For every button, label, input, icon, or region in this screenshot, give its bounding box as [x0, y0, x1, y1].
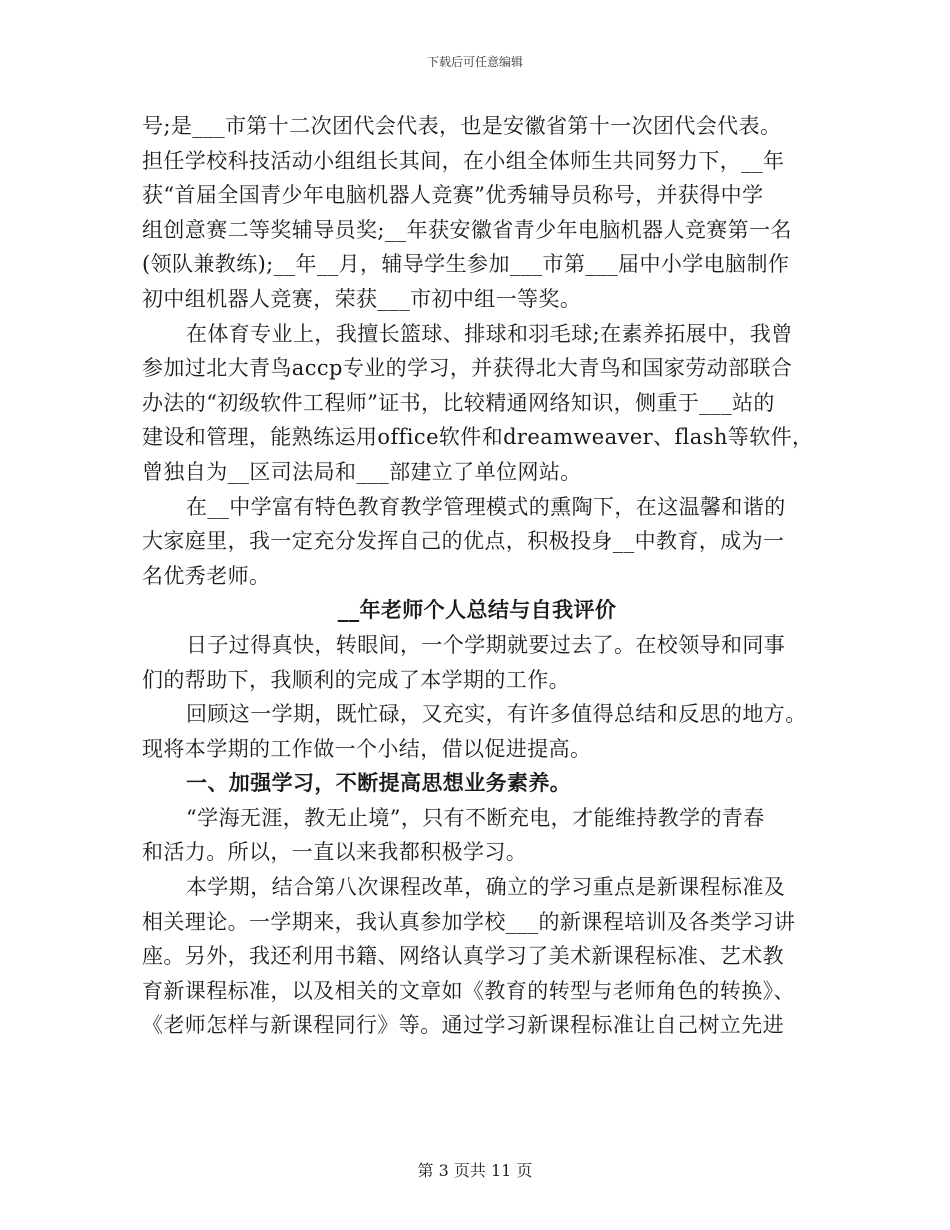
body-text-line: 们的帮助下，我顺利的完成了本学期的工作。	[142, 667, 570, 692]
page-footer: 第 3 页共 11 页	[417, 1161, 533, 1180]
body-text-line: 《老师怎样与新课程同行》等。通过学习新课程标准让自己树立先进	[142, 1013, 784, 1038]
document-body	[142, 109, 812, 1043]
body-text-line: 参加过北大青鸟accp专业的学习，并获得北大青鸟和国家劳动部联合	[142, 356, 793, 381]
body-text-line: 获“首届全国青少年电脑机器人竞赛”优秀辅导员称号，并获得中学	[142, 183, 764, 208]
body-text-line: 育新课程标准，以及相关的文章如《教育的转型与老师角色的转换》、	[142, 978, 795, 1003]
body-text-line: 现将本学期的工作做一个小结，借以促进提高。	[142, 736, 592, 761]
body-text-line: 初中组机器人竞赛，荣获___市初中组一等奖。	[142, 286, 582, 311]
body-text-line: 号;是___市第十二次团代会代表，也是安徽省第十一次团代会代表。	[142, 114, 782, 138]
section-heading: __年老师个人总结与自我评价	[337, 597, 617, 623]
page-header: 下载后可任意编辑	[426, 55, 523, 69]
body-text-line: 建设和管理，能熟练运用office软件和dreamweaver、flash等软件，	[142, 425, 814, 450]
body-text-line: 日子过得真快，转眼间，一个学期就要过去了。在校领导和同事	[186, 632, 786, 657]
body-text-line: 名优秀老师。	[142, 563, 271, 588]
body-text-line: 组创意赛二等奖辅导员奖;__年获安徽省青少年电脑机器人竞赛第一名	[142, 217, 792, 242]
body-text-line: 座。另外，我还利用书籍、网络认真学习了美术新课程标准、艺术教	[142, 944, 784, 969]
body-text-line: 和活力。所以，一直以来我都积极学习。	[142, 840, 528, 865]
subsection-heading: 一、加强学习，不断提高思想业务素养。	[186, 770, 572, 796]
body-text-line: 在__中学富有特色教育教学管理模式的熏陶下，在这温馨和谐的	[186, 494, 786, 519]
body-text-line: 曾独自为__区司法局和___部建立了单位网站。	[142, 459, 582, 484]
body-text-line: 在体育专业上，我擅长篮球、排球和羽毛球;在素养拓展中，我曾	[186, 321, 793, 346]
body-text-line: 担任学校科技活动小组组长其间，在小组全体师生共同努力下，__年	[142, 148, 785, 173]
body-text-line: 办法的“初级软件工程师”证书，比较精通网络知识，侧重于___站的	[142, 390, 775, 415]
body-text-line: 回顾这一学期，既忙碌，又充实，有许多值得总结和反思的地方。	[186, 702, 807, 727]
body-text-line: 本学期，结合第八次课程改革，确立的学习重点是新课程标准及	[186, 875, 786, 900]
body-text-line: “学海无涯，教无止境”，只有不断充电，才能维持教学的青春	[186, 805, 765, 830]
body-text-line: 相关理论。一学期来，我认真参加学校___的新课程培训及各类学习讲	[142, 909, 796, 934]
body-text-line: (领队兼教练);__年__月，辅导学生参加___市第___届中小学电脑制作	[142, 252, 790, 277]
body-text-line: 大家庭里，我一定充分发挥自己的优点，积极投身__中教育，成为一	[142, 529, 785, 554]
